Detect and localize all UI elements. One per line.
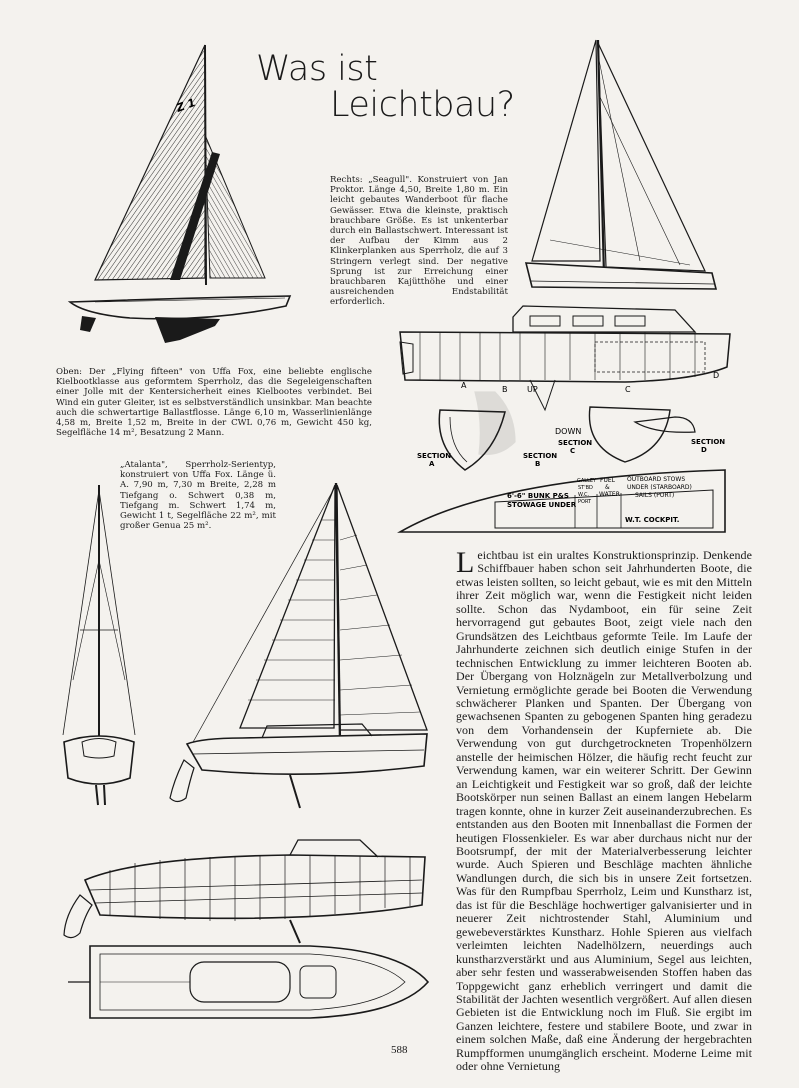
seagull-profile [400, 332, 730, 382]
label-outboard: OUTBOARD STOWS [627, 476, 686, 483]
body-paragraph [456, 546, 752, 1074]
label-section-c: SECTION [558, 439, 593, 447]
label-c: C [625, 385, 631, 394]
label-a: A [461, 381, 467, 390]
label-port: PORT [578, 499, 592, 505]
atalanta-jib [240, 485, 335, 728]
atalanta-mainsail [337, 485, 427, 730]
cabin-top [513, 306, 695, 332]
label-wc: W.C. [578, 492, 590, 498]
body-text: eichtbau ist ein uraltes Konstruktionsprinzip. Denkende Schiffbauer haben schon seit Jahrhunderten Boote, die etwas leisten sollten, so leicht gebaut, wie es mit den Mitteln ihrer Zeit möglich war, wenn die Festigkeit nicht leiden sollte. Schon das Nydamboot, ein für seine Zeit hervorragend gut gebautes Boot, zeigt viele nach den Grundsätzen des Leichtbaus geformte Teile. Im Laufe der Jahrhunderte zeichnen sich deutlich einige Stufen in der technischen Entwicklung zu immer leichteren Booten ab. Der Übergang von Holznägeln zur Metallverbolzung und Vernietung ermöglichte gerade bei Booten die Verwendung schwächerer Planken und Spanten. Der Übergang von gewachsenen Spanten zu gebogenen Spanten hing geradezu von dem Vorhandensein der Kupferniete ab. Die Verwendung von gut durchgetrockneten Tropenhölzern anstelle der heimischen Hölzer, die häufig recht feucht zur Verwendung kamen, war ein weiterer Schritt. Der Gewinn an Leichtigkeit und Festigkeit war so groß, daß der leichte Bootskörper nun seinen Ballast an einem langen Hebelarm tragen konnte, ohne in kurzer Zeit auseinanderzubrechen. Es entstanden aus den Booten mit Innenballast die Formen der heutigen Flossenkieler. Es war aber durchaus nicht nur der Bootsrumpf, der mit der Materialverbesserung leichter wurde. Auch Spieren und Beschläge machten ähnliche Wandlungen durch, die sich bis in unsere Zeit fortsetzen. Was für den Rumpfbau Sperrholz, Leim und Kunstharz ist, das ist für die Beschläge hochwertiger galvanisierter und in neuerer Zeit nichtrostender Stahl, Aluminium und gewebeverstärktes Kunstharz. Hohle Spieren aus vielfach verleimten leichten Nadelhölzern, neuerdings auch kunstharzverstärkt und aus Aluminium, Segel aus leichten, aber sehr festen und wasserabweisenden Stoffen haben das Toppgewicht ganz erheblich verringert und damit die Stabilität der Jachten wesentlich vergrößert. Auf allen diesen Gebieten ist die Entwicklung noch im Fluß. Sie ergibt im Ganzen leichtere, festere und stabilere Boote, und zwar in einem solchen Maße, daß eine Änderung der hergebrachten Rumpfformen unumgänglich erscheint. Moderne Leime mit oder ohne Vernietung [456, 548, 752, 1074]
label-section-a: SECTION [417, 452, 452, 460]
seagull-mainsail [598, 43, 705, 271]
atalanta-construction-drawing [60, 835, 435, 945]
page-number: 588 [391, 1044, 408, 1056]
atalanta-deck-plan [60, 938, 435, 1026]
article-body [456, 546, 752, 1074]
label-section-c-letter: C [570, 447, 576, 455]
seagull-hull [526, 263, 716, 289]
label-fuel: FUEL [600, 477, 615, 484]
ballast-fin [155, 317, 220, 343]
label-section-d: SECTION [691, 438, 726, 446]
atalanta-stern-hull [64, 736, 134, 784]
atalanta-hull [187, 734, 427, 774]
label-b: B [502, 385, 508, 394]
title-line-2: Leichtbau? [330, 85, 515, 125]
flying-fifteen-caption: Oben: Der „Flying fifteen" von Uffa Fox, eine beliebte englische Kielbootklasse aus geformtem Sperrholz, das die Segeleigenschaften einer Jolle mit der Kentersicherheit eines Kielbootes verbindet. Bei Wind ein guter Gleiter, ist es selbstverständlich unsinkbar. Man beachte auch die schwertartige Ballastflosse. Länge 6,10 m, Wasserlinienlänge 4,58 m, Breite 1,52 m, Breite in der CWL 0,76 m, Gewicht 450 kg, Segelfläche 14 m², Besatzung 2 Mann. [56, 367, 372, 439]
rudder [80, 316, 96, 332]
atalanta-caption: „Atalanta", Sperrholz-Serientyp, konstruiert von Uffa Fox. Länge ü. A. 7,90 m, 7,30 m Breite, 2,28 m Tiefgang o. Schwert 0,38 m, Tiefgang m. Schwert 1,74 m, Gewicht 1 t, Segelfläche 22 m², mit großer Genua 25 m². [120, 460, 276, 532]
seagull-plan-drawing [395, 292, 735, 537]
flying-fifteen-drawing [60, 40, 300, 350]
seagull-jib [532, 40, 600, 261]
atalanta-stern-view [58, 480, 140, 810]
label-up: UP [527, 385, 538, 394]
sail-number: Z 1 [174, 95, 198, 115]
hull [70, 296, 290, 319]
label-section-a-letter: A [429, 460, 435, 468]
section-b-shape [475, 392, 515, 455]
seagull-rig-drawing [520, 35, 730, 295]
label-stowage: STOWAGE UNDER [507, 501, 577, 509]
label-section-b: SECTION [523, 452, 558, 460]
title-line-1: Was ist [256, 49, 378, 89]
label-water: WATER [599, 491, 620, 498]
seagull-mast [598, 40, 604, 275]
drop-cap: L [456, 546, 475, 579]
label-down: DOWN [555, 427, 582, 436]
atalanta-profile-drawing [162, 480, 432, 810]
label-bunk: 6'-6" BUNK P&S [507, 492, 569, 500]
label-d: D [713, 371, 720, 380]
label-galley-stbd: ST'BD [578, 485, 593, 491]
label-section-b-letter: B [535, 460, 541, 468]
label-sails-port: SAILS (PORT) [635, 492, 675, 499]
construction-hull [85, 855, 425, 918]
label-galley: GALLEY [577, 478, 597, 484]
mast [205, 45, 206, 285]
label-under-starboard: UNDER (STARBOARD) [627, 484, 692, 491]
atalanta-rudder [170, 760, 194, 802]
label-section-d-letter: D [701, 446, 707, 454]
seagull-caption: Rechts: „Seagull". Konstruiert von Jan Proktor. Länge 4,50, Breite 1,80 m. Ein leicht gebautes Wanderboot für flache Gewässer. Etwa die kleinste, praktisch brauchbare Größe. Es ist unkenterbar durch ein Ballastschwert. Interessant ist der Aufbau der Kimm aus 2 Klinkerplanken aus Sperrholz, die auf 3 Stringern verlegt sind. Der negative Sprung ist zur Erreichung einer brauchbaren Kajütthöhe und einer ausreichenden Endstabilität erforderlich. [330, 175, 508, 308]
label-and: & [605, 484, 610, 491]
section-c-shape [589, 407, 670, 462]
label-cockpit: W.T. COCKPIT. [625, 516, 680, 524]
